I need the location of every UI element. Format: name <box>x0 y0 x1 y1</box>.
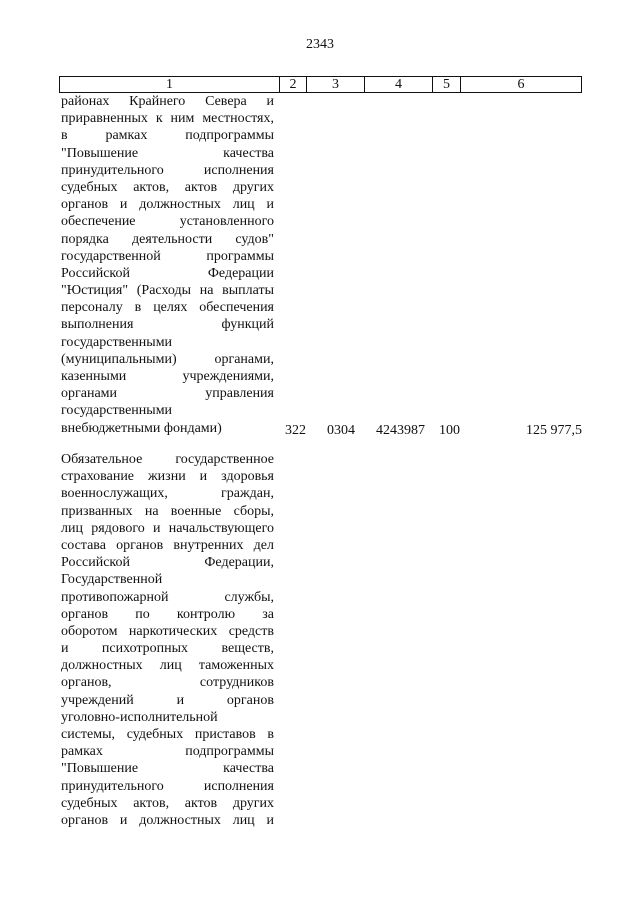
row-2-description-line: судебных актов, актов других <box>61 795 274 811</box>
row-1-col-2: 322 <box>285 423 306 438</box>
row-1-description-line: казенными учреждениями, <box>61 369 274 384</box>
row-1-description-line: персоналу в целях обеспечения <box>61 300 274 316</box>
row-1-description-line: обеспечение установленного <box>61 214 274 230</box>
row-1-description-line: судебных актов, актов других <box>61 179 274 195</box>
row-1-description-line: приравненных к ним местностях, <box>61 111 274 127</box>
row-2-description-line: должностных лиц таможенных <box>61 658 274 674</box>
row-2-description-line: принудительного исполнения <box>61 778 274 794</box>
row-1-description-line: принудительного исполнения <box>61 162 274 178</box>
header-col-2: 2 <box>280 77 307 92</box>
row-2-description-line: военнослужащих, граждан, <box>61 486 274 502</box>
row-2-description-line: состава органов внутренних дел <box>61 537 274 553</box>
row-1-description-line: выполнения функций <box>61 317 274 333</box>
row-2-description-line: страхование жизни и здоровья <box>61 469 274 485</box>
table-header-row <box>59 76 582 93</box>
row-1-col-5: 100 <box>439 423 460 438</box>
page-number: 2343 <box>306 37 334 52</box>
row-2-description-line: рамках подпрограммы <box>61 744 274 760</box>
row-1-description-line: внебюджетными фондами) <box>61 420 222 436</box>
row-1-col-6: 125 977,5 <box>526 423 582 438</box>
row-1-description-line: (муниципальными) органами, <box>61 351 274 367</box>
row-1-col-4: 4243987 <box>376 423 425 438</box>
row-2-description-line: органов, сотрудников <box>61 675 274 691</box>
row-1-description-line: органов и должностных лиц и <box>61 197 274 213</box>
row-2-description-line: органов по контролю за <box>61 606 274 622</box>
row-1-description-line: государственной программы <box>61 248 274 264</box>
row-1-description-line: районах Крайнего Севера и <box>61 94 274 109</box>
row-1-description-line: в рамках подпрограммы <box>61 128 274 144</box>
row-1-description-line: государственными <box>61 334 173 350</box>
row-2-description-line: системы, судебных приставов в <box>61 727 274 742</box>
row-2-description-line: Государственной <box>61 572 163 588</box>
row-2-description-line: противопожарной службы, <box>61 589 274 605</box>
row-1-description <box>61 93 274 437</box>
row-1-col-3: 0304 <box>327 423 355 438</box>
row-2-description <box>61 451 274 829</box>
row-1-description-line: Российской Федерации <box>61 265 274 281</box>
header-col-6: 6 <box>517 77 525 92</box>
row-2-description-line: "Повышение качества <box>61 761 274 777</box>
header-col-4: 4 <box>365 77 433 92</box>
header-col-1: 1 <box>60 77 280 92</box>
row-2-description-line: оборотом наркотических средств <box>61 623 274 639</box>
row-2-description-line: лиц рядового и начальствующего <box>61 520 274 536</box>
row-2-description-line: Российской Федерации, <box>61 555 274 571</box>
row-2-description-line: учреждений и органов <box>61 692 274 708</box>
row-1-description-line: государственными <box>61 403 173 419</box>
row-1-description-line: органами управления <box>61 386 274 402</box>
header-col-3: 3 <box>307 77 365 92</box>
header-col-5: 5 <box>433 77 461 92</box>
row-2-description-line: уголовно-исполнительной <box>61 709 218 725</box>
row-2-description-line: Обязательное государственное <box>61 452 274 467</box>
row-1-description-line: порядка деятельности судов" <box>61 231 274 247</box>
row-2-description-line: органов и должностных лиц и <box>61 812 274 828</box>
row-1-description-line: "Юстиция" (Расходы на выплаты <box>61 283 274 299</box>
row-1-description-line: "Повышение качества <box>61 145 274 161</box>
row-2-description-line: призванных на военные сборы, <box>61 503 274 519</box>
row-2-description-line: и психотропных веществ, <box>61 641 274 657</box>
